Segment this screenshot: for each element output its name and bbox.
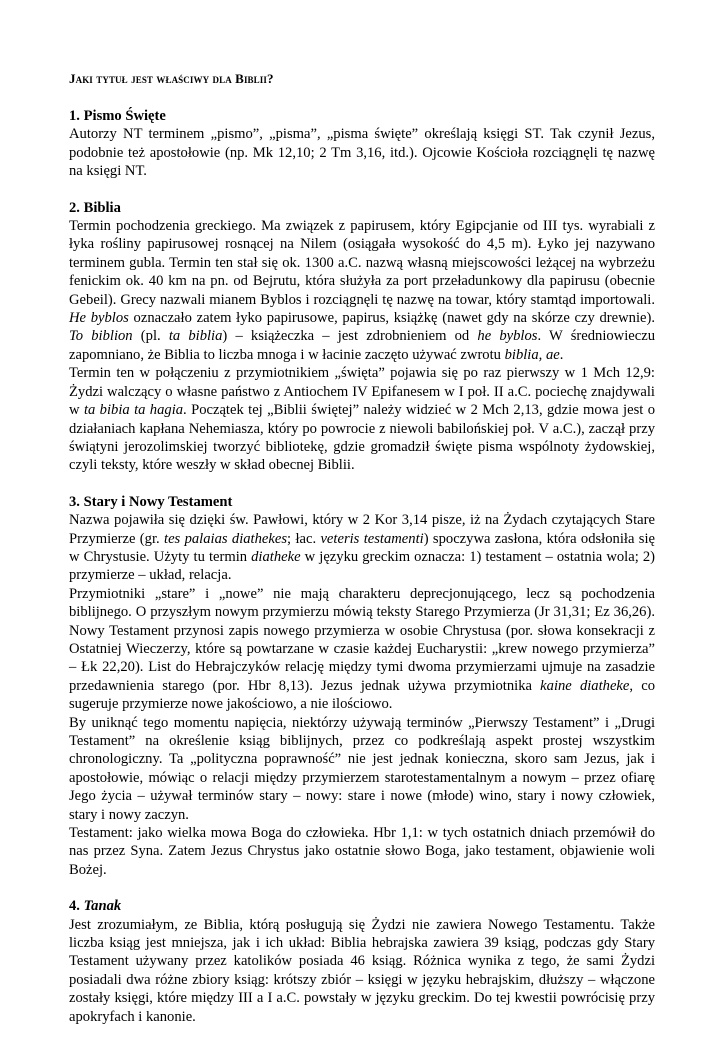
document-title: Jaki tytuł jest właściwy dla Biblii? — [69, 71, 274, 86]
paragraph: Termin ten w połączeniu z przymiotnikiem „święta” pojawia się po raz pierwszy w 1 Mch 12,9: Żydzi walczący o własne państwo z Antiochem IV Epifanesem w I poł. II a.C. pociechę znajdywali w ta bibia ta hagia. Początek tej „Biblii świętej” należy widzieć w 2 Mch 2,13, gdzie mowa jest o działaniach kapłana Nehemiasza, który po powrocie z niewoli babilońskiej poł. V a.C.), zaczął przy świątyni jerozolimskiej tworzyć bibliotekę, gdzie gromadził święte pisma wspólnoty żydowskiej, czyli teksty, które weszły w skład obecnej Biblii. — [69, 365, 655, 474]
italic-term: biblia, ae — [504, 346, 560, 363]
section-heading-text: Biblia — [83, 199, 121, 216]
italic-term: veteris testamenti — [320, 530, 424, 547]
section-number: 3. — [69, 493, 84, 510]
section-number: 4. — [69, 898, 84, 915]
paragraph: Autorzy NT terminem „pismo”, „pisma”, „pisma święte” określają księgi ST. Tak czynił Jezus, podobnie też apostołowie (np. Mk 12,10; 2 Tm 3,16, itd.). Ojcowie Kościoła rozciągnęli tę nazwę na księgi NT. — [69, 126, 655, 180]
section-2 — [69, 199, 655, 475]
italic-term: tes palaias diathekes — [164, 530, 288, 547]
paragraph: Przymiotniki „stare” i „nowe” nie mają charakteru deprecjonującego, lecz są pochodzenia biblijnego. O przyszłym nowym przymierzu mówią teksty Starego Przymierza (Jr 31,31; Ez 36,26). Nowy Testament przynosi zapis nowego przymierza w osobie Chrystusa (por. słowa konsekracji z Ostatniej Wieczerzy, które są powtarzane w czasie każdej Eucharystii: „krew nowego przymierza” – Łk 22,20). List do Hebrajczyków relację między tymi dwoma przymierzami ujmuje na zasadzie przedawnienia starego (por. Hbr 8,13). Jezus jednak używa przymiotnika kaine diatheke, co sugeruje przymierze nowe jakościowo, a nie ilościowo. — [69, 585, 655, 713]
paragraph: Termin pochodzenia greckiego. Ma związek z papirusem, który Egipcjanie od III tys. wyrabiali z łyka rośliny papirusowej rosnącej na Nilem (osiągała wysokość do 4,5 m). Łyko jej nazywano terminem gubla. Termin ten stał się ok. 1300 a.C. nazwą własną miejscowości leżącej na wybrzeżu fenickim ok. 40 km na pn. od Bejrutu, która służyła za port przeładunkowy dla papirusu (obecnie Gebeil). Grecy nazwali mianem Byblos i rozciągnęli tę nazwę na towar, który stamtąd importowali. He byblos oznaczało zatem łyko papirusowe, papirus, książkę (nawet gdy na skórze czy drewnie). To biblion (pl. ta biblia) – książeczka – jest zdrobnieniem od he byblos. W średniowieczu zapomniano, że Biblia to liczba mnoga i w łacinie zaczęto używać zwrotu biblia, ae. — [69, 218, 655, 363]
italic-term: he byblos — [477, 328, 538, 345]
sections-container — [69, 107, 655, 1026]
paragraph: By uniknąć tego momentu napięcia, niektórzy używają terminów „Pierwszy Testament” i „Drugi Testament” na określenie ksiąg biblijnych, przez co podkreślają aspekt prostej wszystkim chronologiczny. Ta „polityczna poprawność” nie jest jednak konieczna, skoro sam Jezus, jak i apostołowie, mówiąc o relacji między przymierzem starotestamentalnym a nowym – przez ofiarę Jego życia – używał terminów stary – nowy: stare i nowe (młode) wino, stary i nowy człowiek, stary i nowy zaczyn. — [69, 714, 655, 823]
section-heading — [69, 107, 655, 125]
paragraph: Jest zrozumiałym, ze Biblia, którą posługują się Żydzi nie zawiera Nowego Testamentu. Także liczba ksiąg jest mniejsza, jak i ich układ: Biblia hebrajska zawiera 39 ksiąg, podczas gdy Stary Testament używany przez katolików posiada 46 ksiąg. Różnica wynika z tego, że sami Żydzi posiadali dwa różne zbiory ksiąg: krótszy zbiór – księgi w języku hebrajskim, dłuższy – włączone zostały księgi, które między III a I a.C. powstały w języku greckim. Do tej kwestii powrócisię przy apokryfach i kanonie. — [69, 916, 655, 1025]
section-heading — [69, 493, 655, 511]
section-3 — [69, 493, 655, 880]
italic-term: diatheke — [251, 548, 301, 565]
section-heading-text: Stary i Nowy Testament — [83, 493, 233, 510]
italic-term: To biblion — [69, 328, 133, 345]
italic-term: He byblos — [69, 310, 129, 327]
section-number: 2. — [69, 199, 84, 216]
section-heading-text: Tanak — [83, 898, 122, 915]
italic-term: kaine diatheke — [540, 677, 630, 694]
section-4 — [69, 897, 655, 1026]
italic-term: ta bibia ta hagia — [83, 402, 184, 419]
section-heading — [69, 199, 655, 217]
section-number: 1. — [69, 108, 84, 124]
italic-term: ta biblia — [168, 328, 223, 345]
document-body — [69, 70, 655, 1044]
section-1 — [69, 107, 655, 181]
paragraph: Testament: jako wielka mowa Boga do człowieka. Hbr 1,1: w tych ostatnich dniach przemówił do nas przez Syna. Zatem Jezus Chrystus jako ostatnie słowo Boga, jako testament, objawienie woli Bożej. — [69, 825, 655, 878]
section-heading-text: Pismo Święte — [83, 108, 166, 124]
section-heading — [69, 897, 655, 915]
paragraph: Nazwa pojawiła się dzięki św. Pawłowi, który w 2 Kor 3,14 pisze, iż na Żydach czytających Stare Przymierze (gr. tes palaias diathekes; łac. veteris testamenti) spoczywa zasłona, która odsłoniła się w Chrystusie. Użyty tu termin diatheke w języku greckim oznacza: 1) testament – ostatnia wola; 2) przymierze – układ, relacja. — [69, 512, 655, 584]
